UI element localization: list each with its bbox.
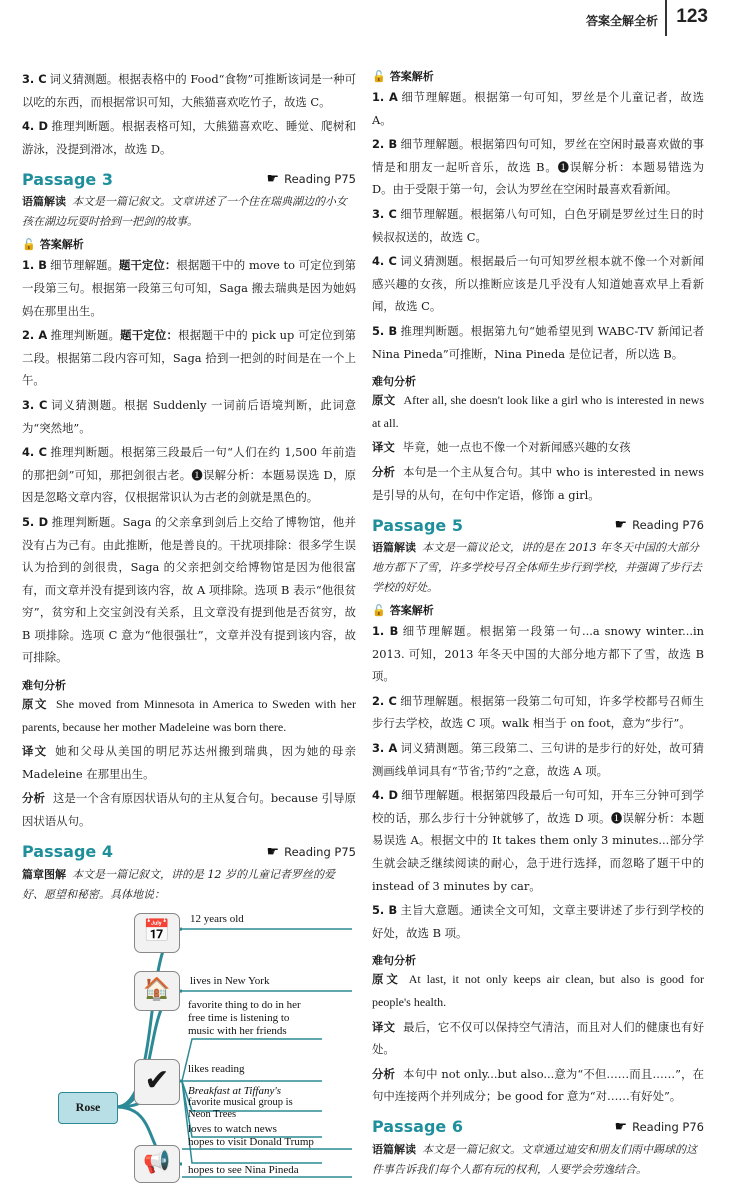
house-icon: 🏠 xyxy=(134,971,180,1011)
passage-intro: 语篇解读 本文是一篇记叙文。文章通过迪安和朋友们雨中踢球的这件事告诉我们每个人都有玩的权利，人要学会劳逸结合。 xyxy=(372,1142,697,1176)
passage-4-header xyxy=(22,839,356,865)
lock-icon: 🔓 xyxy=(22,238,36,252)
mind-map-node: Breakfast at Tiffany's xyxy=(188,1084,282,1097)
answer-item: 5. B 推理判断题。根据第九句“她希望见到 WABC-TV 新闻记者 Nina Pineda”可推断，Nina Pineda 是位记者，所以选 B。 xyxy=(372,323,705,361)
answer-item: 4. D 细节理解题。根据第四段最后一句可知，开车三分钟可到学校的话，那么步行十分钟就够了，故选 D 项。❶误解分析：本题易误选 A。根据文中的 It takes them only 3 minutes...部分学生就会缺乏继续阅读的耐心，急于进行选择，而忽略了题干中的 instead of 3 minutes by car。 xyxy=(372,788,704,893)
right-column xyxy=(372,68,704,1180)
answer-item: 2. A 推理判断题。题干定位：根据题干中的 pick up 可定位到第二段。根据第二段内容可知，Saga 拾到一把剑的时间是在一个上午。 xyxy=(22,328,356,388)
header-divider xyxy=(665,0,667,36)
page-header xyxy=(0,0,750,52)
answer-item: 4. C 推理判断题。根据第三段最后一句“人们在约 1,500 年前造的那把剑”可知，那把剑很古老。❶误解分析：本题易误选 D，原因是忽略文章内容，仅根据常识认为古老的剑就是黑色的。 xyxy=(22,445,356,505)
passage-title: Passage 3 xyxy=(22,169,113,189)
answer-item: 1. A 细节理解题。根据第一句可知，罗丝是个儿童记者，故选 A。 xyxy=(372,90,704,127)
calendar-icon: 📅 xyxy=(134,913,180,953)
original-sentence: 原文 She moved from Minnesota in America to Sweden with her parents, because her mother Madeleine was born there. xyxy=(22,697,356,734)
analysis: 分析 本句是一个主从复合句。其中 who is interested in news 是引导的从句，在句中作定语，修饰 a girl。 xyxy=(372,464,704,502)
mind-map-center: Rose xyxy=(58,1092,118,1124)
pointing-hand-icon: ☛ xyxy=(266,843,280,860)
original-sentence: 原文 At last, it not only keeps air clean, but also is good for people's health. xyxy=(372,972,704,1009)
pointing-hand-icon: ☛ xyxy=(614,517,628,534)
original-sentence: 原文 After all, she doesn't look like a girl who is interested in news at all. xyxy=(372,393,704,430)
megaphone-icon: 📢 xyxy=(134,1145,180,1183)
mind-map-node: lives in New York xyxy=(190,974,270,987)
header-label: 答案全解全析 xyxy=(585,14,658,28)
answer-item: 2. B 细节理解题。根据第四句可知，罗丝在空闲时最喜欢做的事情是和朋友一起听音乐，故选 B。❶误解分析：本题易错选为 D。由于受限于第一句，会认为罗丝在空闲时最喜欢看新闻。 xyxy=(372,137,704,197)
pointing-hand-icon: ☛ xyxy=(266,171,280,188)
mind-map xyxy=(22,909,356,1184)
analysis: 分析 这是一个含有原因状语从句的主从复合句。because 引导原因状语从句。 xyxy=(22,791,356,829)
difficult-sentence-heading: 难句分析 xyxy=(372,375,416,389)
lock-icon: 🔓 xyxy=(372,70,386,83)
mind-map-node: likes reading xyxy=(188,1062,245,1075)
difficult-sentence-heading: 难句分析 xyxy=(372,954,416,968)
answer-item: 1. B 细节理解题。根据第一段第一句...a snowy winter...in 2013. 可知，2013 年冬天中国的大部分地方都下了雪，故选 B 项。 xyxy=(372,624,705,684)
passage-title: Passage 5 xyxy=(372,515,463,535)
mind-map-node: favorite thing to do in her free time is listening to music with her friends xyxy=(188,998,301,1037)
passage-reference: ☛ Reading P76 xyxy=(614,1118,704,1135)
left-column xyxy=(22,68,356,1184)
lock-icon: 🔓 xyxy=(372,604,386,618)
mind-map-node: 12 years old xyxy=(190,912,244,925)
answer-item: 1. B 细节理解题。题干定位：根据题干中的 move to 可定位到第一段第三句。根据第一段第三句可知，Saga 搬去瑞典是因为她妈妈在那里出生。 xyxy=(22,258,356,318)
passage-reference: ☛ Reading P75 xyxy=(266,171,356,188)
answer-item: 4. D 推理判断题。根据表格可知，大熊猫喜欢吃、睡觉、爬树和游泳，没提到滑冰，故选 D。 xyxy=(22,119,356,156)
checkmark-icon: ✔ xyxy=(134,1059,180,1105)
answer-item: 3. C 词义猜测题。根据表格中的 Food“食物”可推断该词是一种可以吃的东西，而根据常识可知，大熊猫喜欢吃竹子，故选 C。 xyxy=(22,72,357,109)
answers-heading: 🔓 答案解析 xyxy=(22,238,84,252)
pointing-hand-icon: ☛ xyxy=(614,1118,628,1135)
answer-item: 3. C 词义猜测题。根据 Suddenly 一词前后语境判断，此词意为“突然地”。 xyxy=(22,397,357,435)
mind-map-node: loves to watch news xyxy=(188,1122,277,1135)
answer-item: 3. C 细节理解题。根据第八句可知，白色牙刷是罗丝过生日的时候叔叔送的，故选 C。 xyxy=(372,206,704,244)
mind-map-node: hopes to see Nina Pineda xyxy=(188,1163,299,1176)
passage-intro: 语篇解读 本文是一篇记叙文。文章讲述了一个住在瑞典湖边的小女孩在湖边玩耍时拾到一把剑的故事。 xyxy=(22,195,347,229)
passage-intro: 语篇解读 本文是一篇议论文，讲的是在 2013 年冬天中国的大部分地方都下了雪，许多学校号召全体师生步行到学校，并强调了步行去学校的好处。 xyxy=(372,541,702,595)
passage-title: Passage 4 xyxy=(22,842,113,862)
passage-intro: 篇章图解 本文是一篇记叙文，讲的是 12 岁的儿童记者罗丝的爱好、愿望和秘密。具体地说： xyxy=(22,867,335,901)
passage-title: Passage 6 xyxy=(372,1117,463,1137)
answer-item: 3. A 词义猜测题。第三段第二、三句讲的是步行的好处，故可猜测画线单词具有“节省;节约”之意，故选 A 项。 xyxy=(372,741,704,778)
answers-heading: 🔓 答案解析 xyxy=(372,70,434,83)
answer-item: 5. D 推理判断题。Saga 的父亲拿到剑后上交给了博物馆，他并没有占为己有。由此推断，他是善良的。干扰项排除：很多学生误认为拾到的剑很贵，Saga 的父亲把剑交给博物馆是因为他很富有，而文章并没有提到该内容，故 A 项排除。选项 B 表示“他很贫穷”，贫穷和上交宝剑没有关系，且文章没有提到他是否贫穷，故 B 项排除。选项 C 意为“他很强壮”，文章并没有提到该内容，故可排除。 xyxy=(22,514,356,665)
mind-map-node: favorite musical group is Neon Trees xyxy=(188,1096,293,1120)
answer-item: 2. C 细节理解题。根据第一段第二句可知，许多学校都号召师生步行去学校，故选 C 项。walk 相当于 on foot，意为“步行”。 xyxy=(372,693,704,731)
translation: 译文 最后，它不仅可以保持空气清洁，而且对人们的健康也有好处。 xyxy=(372,1019,704,1057)
passage-reference: ☛ Reading P76 xyxy=(614,517,704,534)
translation: 译文 她和父母从美国的明尼苏达州搬到瑞典，因为她的母亲 Madeleine 在那里出生。 xyxy=(22,744,356,781)
passage-5-header xyxy=(372,512,704,538)
passage-3-header xyxy=(22,166,356,192)
answer-item: 5. B 主旨大意题。通读全文可知，文章主要讲述了步行到学校的好处，故选 B 项。 xyxy=(372,903,704,940)
answer-item: 4. C 词义猜测题。根据最后一句可知罗丝根本就不像一个对新闻感兴趣的女孩，所以推断应该是几乎没有人知道她喜欢早上看新闻，故选 C。 xyxy=(372,254,704,314)
analysis: 分析 本句中 not only...but also...意为“不但……而且……”，在句中连接两个并列成分；be good for 意为“对……有好处”。 xyxy=(372,1066,704,1104)
passage-reference: ☛ Reading P75 xyxy=(266,843,356,860)
mind-map-node: hopes to visit Donald Trump xyxy=(188,1135,314,1148)
page-number: 123 xyxy=(676,6,708,27)
difficult-sentence-heading: 难句分析 xyxy=(22,679,66,693)
passage-6-header xyxy=(372,1114,704,1140)
translation: 译文 毕竟，她一点也不像一个对新闻感兴趣的女孩 xyxy=(372,440,631,455)
answers-heading: 🔓 答案解析 xyxy=(372,604,434,618)
